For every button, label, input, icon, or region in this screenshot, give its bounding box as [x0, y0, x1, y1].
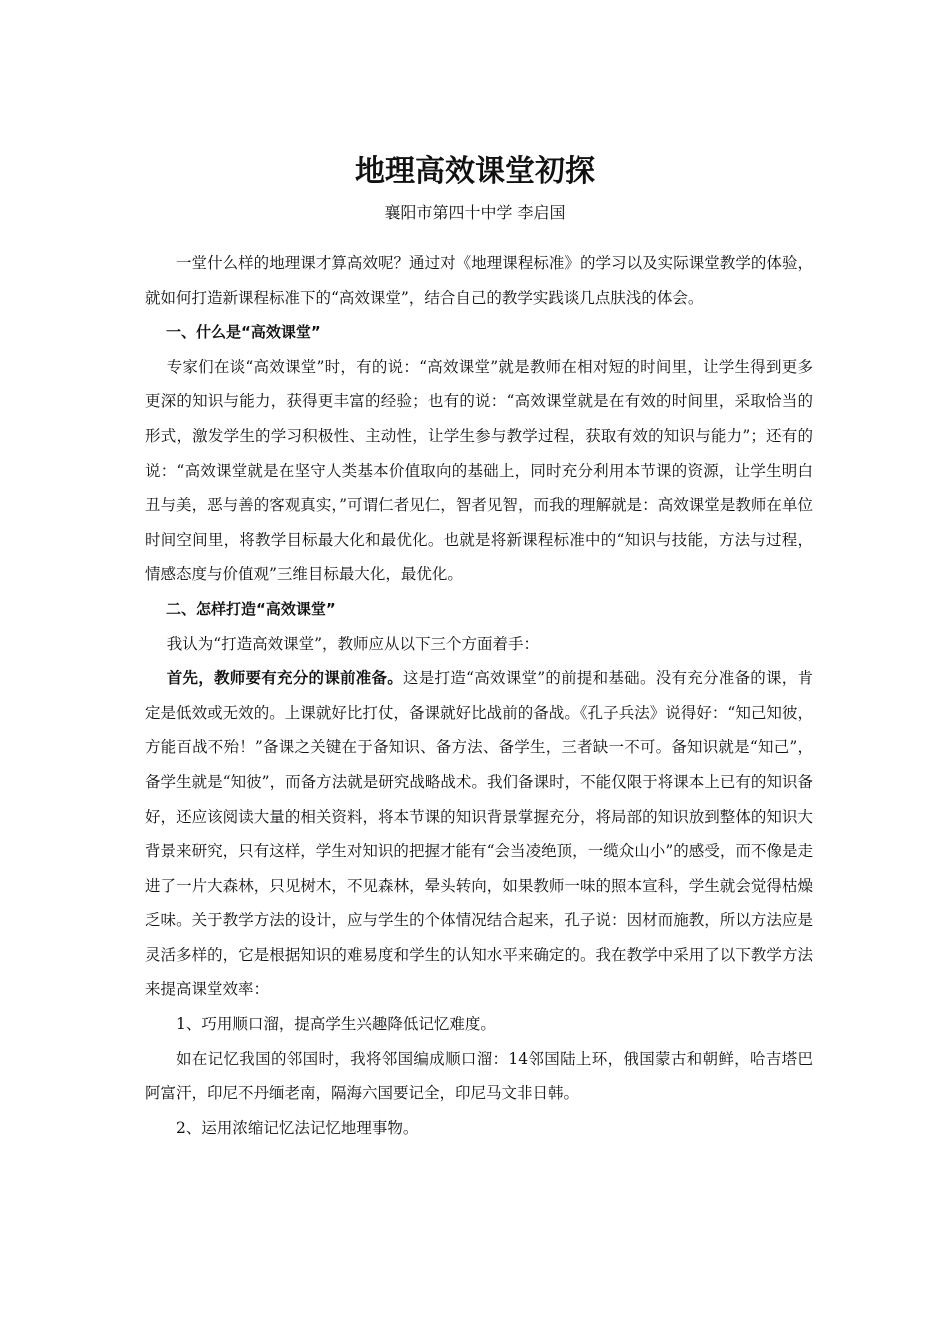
section-heading-1: 一、什么是“高效课堂” [166, 323, 321, 342]
first-point-paragraph [145, 661, 813, 1007]
first-point-body: 这是打造“高效课堂”的前提和基础。没有充分准备的课，肯定是低效或无效的。上课就好比打仗，备课就好比战前的备战。《孔子兵法》说得好：“知己知彼，方能百战不殆！”备课之关键在于备知识、备方法、备学生，三者缺一不可。备知识就是“知己”，备学生就是“知彼”，而备方法就是研究战略战术。我们备课时，不能仅限于将课本上已有的知识备好，还应该阅读大量的相关资料，将本节课的知识背景掌握充分，将局部的知识放到整体的知识大背景来研究，只有这样，学生对知识的把握才能有“会当凌绝顶，一缆众山小”的感受，而不像是走进了一片大森林，只见树木，不见森林，晕头转向，如果教师一味的照本宣科，学生就会觉得枯燥乏味。关于教学方法的设计，应与学生的个体情况结合起来，孔子说：因材而施教，所以方法应是灵活多样的，它是根据知识的难易度和学生的认知水平来确定的。我在教学中采用了以下教学方法来提高课堂效率： [145, 669, 813, 999]
section1-paragraph: 专家们在谈“高效课堂”时，有的说：“高效课堂”就是教师在相对短的时间里，让学生得到更多更深的知识与能力，获得更丰富的经验；也有的说：“高效课堂就是在有效的时间里，采取恰当的形式，激发学生的学习积极性、主动性，让学生参与教学过程，获取有效的知识与能力”；还有的说：“高效课堂就是在坚守人类基本价值取向的基础上，同时充分利用本节课的资源，让学生明白丑与美，恶与善的客观真实，”可谓仁者见仁，智者见智，而我的理解就是：高效课堂是教师在单位时间空间里，将教学目标最大化和最优化。也就是将新课程标准中的“知识与技能，方法与过程，情感态度与价值观”三维目标最大化，最优化。 [145, 357, 813, 584]
list-item-1: 1、巧用顺口溜，提高学生兴趣降低记忆难度。 [176, 1015, 496, 1034]
document-title: 地理高效课堂初探 [355, 154, 595, 189]
first-point-lead: 首先，教师要有充分的课前准备。 [166, 669, 404, 688]
document-body [145, 246, 813, 1145]
intro-paragraph: 一堂什么样的地理课才算高效呢？通过对《地理课程标准》的学习以及实际课堂教学的体验，就如何打造新课程标准下的“高效课堂”，结合自己的教学实践谈几点肤浅的体会。 [145, 254, 813, 307]
author-byline: 襄阳市第四十中学 李启国 [384, 203, 566, 222]
list-item-2: 2、运用浓缩记忆法记忆地理事物。 [176, 1118, 419, 1137]
section2-intro-paragraph: 我认为“打造高效课堂”，教师应从以下三个方面着手： [166, 634, 540, 653]
list-item-1-paragraph: 如在记忆我国的邻国时，我将邻国编成顺口溜：14邻国陆上环，俄国蒙古和朝鲜，哈吉塔巴阿富汗，印尼不丹缅老南，隔海六国要记全，印尼马文非日韩。 [145, 1049, 813, 1103]
section-heading-2: 二、怎样打造“高效课堂” [166, 599, 336, 618]
